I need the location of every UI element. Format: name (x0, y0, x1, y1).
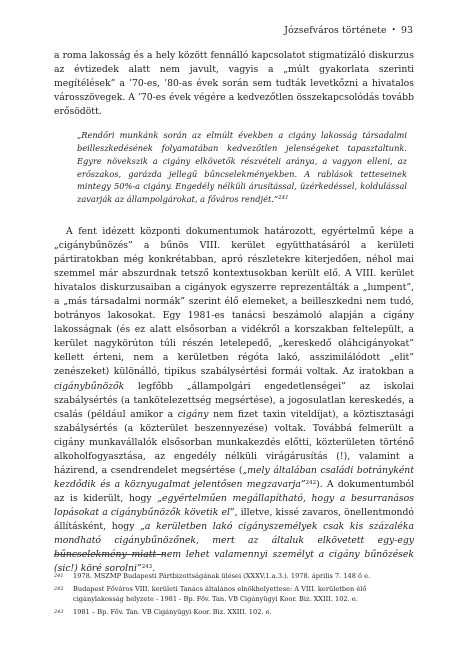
body-paragraph-2 (54, 225, 414, 576)
footnote-number: 243 (54, 609, 64, 615)
footnote-text: 1978. MSZMP Budapesti Pártbizottságának ülései (XXXV.1.a.3.). 1978. április 7. 148 ő e. (73, 572, 371, 580)
emphasis: cigánybűnözők (54, 380, 125, 392)
footnote-ref: 243 (141, 564, 153, 571)
emphasis: „mely általában családi botrányként kezdődik és a köznyugalmat jelentősen megzavarja” (54, 464, 414, 490)
footnote-ref: 241 (278, 195, 289, 202)
footnote (54, 584, 414, 604)
block-quote (77, 129, 407, 206)
emphasis: cigány (177, 408, 209, 420)
footnote-number: 242 (54, 586, 64, 592)
paragraph-text: a roma lakosság és a hely között fennálló kapcsolatot stigmatizáló diskurzus az évtizedek alatt nem javult, vagyis a „múlt gyakorlata szerinti megítélések” a ’70-es, ’80-as évek során sem tudták levetkőzni a hivatalos városszövegek. A ’70-es évek végére a kedvezőtlen összekapcsolódás tovább erősödött. (54, 50, 414, 118)
footnote-divider (54, 554, 166, 555)
body-paragraph-1 (54, 49, 414, 119)
footnote-number: 241 (54, 573, 64, 579)
header-separator: • (391, 26, 396, 34)
emphasis: „egyértelműen megállapítható, hogy a besurranásos lopásokat a cigánybűnözők követik el” (54, 492, 414, 518)
footnote (54, 607, 414, 617)
text-run: , illetve, kissé zavaros, önellentmondó állításként, hogy (54, 506, 414, 532)
quote-paragraph (77, 129, 407, 206)
footnote-text: 1981 – Bp. Főv. Tan. VB Cigányügyi Koor. Biz. XXIII. 102. e. (73, 608, 272, 616)
text-run: ). A dokumentumból az is kiderült, hogy (54, 478, 414, 504)
footnote (54, 571, 414, 581)
page-number: 93 (400, 25, 413, 36)
running-header (284, 25, 413, 36)
footnote-ref: 242 (305, 479, 317, 486)
footnote-text: Budapest Főváros VIII. kerületi Tanács általános elnökhelyettese: A VIII. kerületben élő cigánylakosság helyzete - 1981 - Bp. Főv. Tan. VB Cigányügyi Koor. Biz. XXIII. 102. e. (73, 585, 367, 604)
running-title: Józsefváros története (284, 25, 387, 36)
quote-text: „Rendőri munkánk során az elmúlt években a cigány lakosság társadalmi beilleszkedésének folyamatában kedvezőtlen jelenségeket tapasztaltunk. Egyre növekszik a cigány elkövetők részvételi aránya, a vagyon elleni, az erőszakos, garázda jellegű bűncselekményekben. A rablások tetteseinek mintegy 50%-a cigány. Engedély nélküli árusítással, üzérkedéssel, koldulással zavarják az állampolgárokat, a főváros rendjét.” (77, 130, 407, 205)
text-run: . (152, 563, 156, 575)
text-run: legfőbb „állampolgári engedetlenségei” az iskolai szabálysértés (a tankötelezettség megsértése), a jogosulatlan kereskedés, a csalás (például amikor a (54, 380, 414, 420)
emphasis: „a kerületben lakó cigányszemélyek csak kis százaléka mondható cigánybűnözőnek, mert az általuk elkövetett egy-egy bűncselekmény miatt nem lehet valamennyi személyt a cigány bűnözések (sic!) köré sorolni” (54, 520, 414, 575)
text-run: A fent idézett központi dokumentumok határozott, egyértelmű képe a „cigánybűnözés” a bűnös VIII. kerület együtthatásáról a kerületi pártiratokban még konkrétabban, apró részletekre kiterjedően, néhol mai szemmel már abszurdnak tetsző kontextusokban került elő. A VIII. kerület hivatalos diskurzusaiban a cigányok egyszerre reprezentálták a „lumpent”, a „más társadalmi normák” szerint élő elemeket, a beilleszkedni nem tudó, botrányos lakosokat. Egy 1981-es tanácsi beszámoló alapján a cigány lakosságnak (és ez alatt elsősorban a vidékről a korszakban feltelepült, a kerület nagykörúton túli részén letelepedő, „kereskedő oláhcigányokat” kellett érteni, nem a kerületben régóta lakó, asszimilálódott „elit” zenészeket) különálló, tipikus szabálysértési formái voltak. Az iratokban a (54, 226, 414, 378)
paragraph-text (54, 225, 414, 576)
text-run: nem fizet taxin viteldíjat), a köztisztasági szabálysértés (a közterület beszennyezése) voltak. Továbbá felmerült a cigány munkavállalók elsősorban munkakezdés előtti, közterületen történő alkoholfogyasztása, az engedély nélküli virágárusítás (!), valamint a házirend, a csendrendelet megsértése ( (54, 408, 414, 476)
